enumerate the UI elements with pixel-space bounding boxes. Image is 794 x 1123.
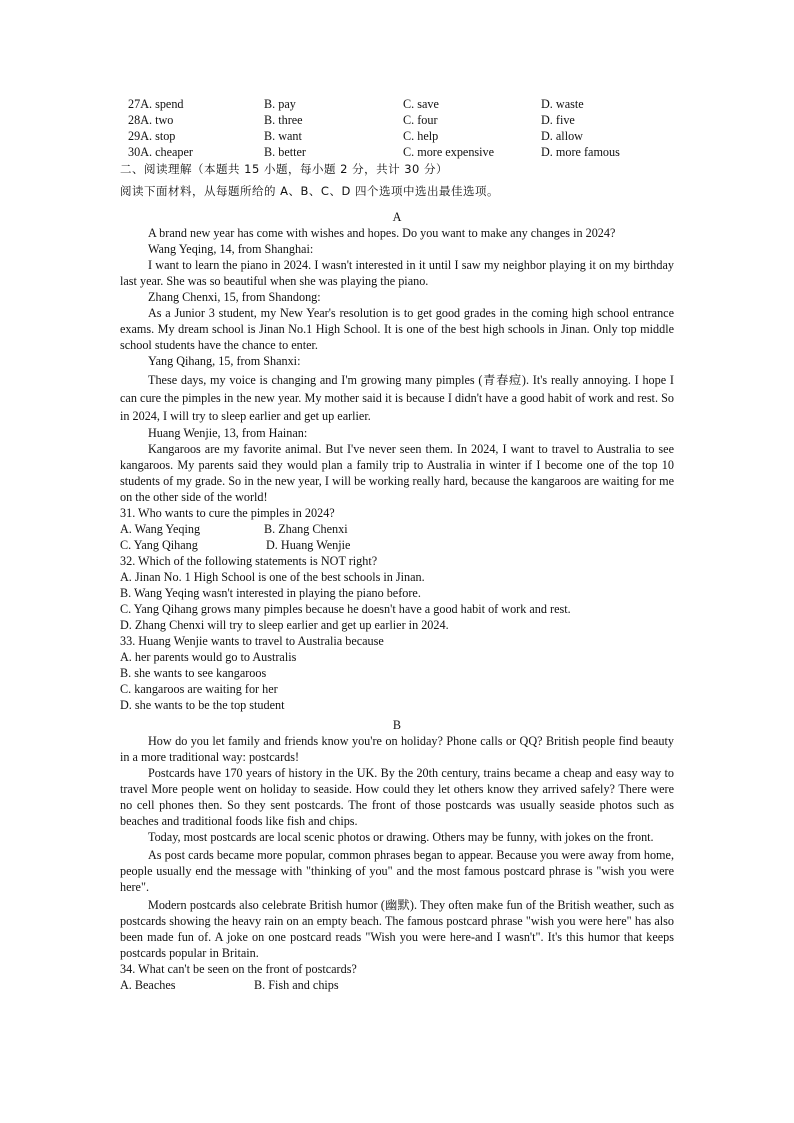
option-d: D. allow [541, 129, 583, 143]
passage-paragraph: Today, most postcards are local scenic photos or drawing. Others may be funny, with jokes on the front. [148, 830, 654, 844]
option-d: D. five [541, 113, 575, 127]
section-heading [120, 160, 674, 200]
option-a: 27A. spend [128, 97, 184, 111]
question-33 [120, 633, 674, 713]
question-stem: 34. What can't be seen on the front of postcards? [120, 962, 357, 976]
choice-a: A. Jinan No. 1 High School is one of the best schools in Jinan. [120, 570, 425, 584]
choice-b: B. she wants to see kangaroos [120, 666, 267, 680]
option-c: C. help [403, 129, 439, 143]
option-a: 29A. stop [128, 129, 176, 143]
choice-row [120, 537, 674, 553]
option-c: C. more expensive [403, 145, 495, 159]
speaker-text: Kangaroos are my favorite animal. But I've never seen them. In 2024, I want to travel to Australia to see kangaroos. My parents said they would plan a family trip to Australia in winter if I become one of the top 10 students of my grade. So in the new year, I will be working really hard, because the kangaroos are waiting for me on the other side of the world! [120, 442, 674, 504]
question-31 [120, 505, 674, 553]
option-c: C. four [403, 113, 438, 127]
option-c: C. save [403, 97, 439, 111]
choice-d: D. Zhang Chenxi will try to sleep earlier and get up earlier in 2024. [120, 618, 449, 632]
choice-c: C. Yang Qihang grows many pimples because he doesn't have a good habit of work and rest. [120, 602, 571, 616]
question-32 [120, 553, 674, 633]
option-b: B. pay [264, 97, 296, 111]
passage-letter: B [392, 718, 402, 732]
passage-letter: A [392, 210, 402, 224]
question-stem: 32. Which of the following statements is NOT right? [120, 554, 378, 568]
question-stem: 33. Huang Wenjie wants to travel to Australia because [120, 634, 384, 648]
option-a: 30A. cheaper [128, 145, 193, 159]
question-stem: 31. Who wants to cure the pimples in 2024? [120, 506, 335, 520]
choice-d: D. Huang Wenjie [266, 538, 351, 552]
passage-paragraph: Postcards have 170 years of history in the UK. By the 20th century, trains became a cheap and easy way to travel More people went on holiday to seaside. How could they let others know they arrived safely? There were no cell phones then. So they sent postcards. The front of those postcards was usually seaside photos such as beaches and traditional foods like fish and chips. [120, 766, 674, 828]
section-title: 二、阅读理解（本题共 15 小题，每小题 2 分，共计 30 分） [120, 162, 449, 176]
speaker-name: Zhang Chenxi, 15, from Shandong: [148, 290, 321, 304]
speaker-text: As a Junior 3 student, my New Year's resolution is to get good grades in the coming high school entrance exams. My dream school is Jinan No.1 High School. It is one of the best high schools in Jinan. Only top middle school students have the chance to enter. [120, 306, 674, 352]
option-d: D. waste [541, 97, 584, 111]
section-instruction: 阅读下面材料，从每题所给的 A、B、C、D 四个选项中选出最佳选项。 [120, 184, 499, 198]
choice-b: B. Wang Yeqing wasn't interested in playing the piano before. [120, 586, 421, 600]
passage-paragraph: Modern postcards also celebrate British humor (幽默). They often make fun of the British weather, such as postcards showing the heavy rain on an empty beach. The famous postcard phrase "wish you were here" has also been made fun of. A joke on one postcard reads "Wish you were here-and I wasn't". It's this humor that keeps postcards popular in Britain. [120, 898, 674, 960]
option-b: B. better [264, 145, 306, 159]
choice-d: D. she wants to be the top student [120, 698, 285, 712]
passage-b [120, 717, 674, 993]
speaker-text: These days, my voice is changing and I'm growing many pimples (青春痘). It's really annoying. I hope I can cure the pimples in the new year. My mother said it is because I didn't have a good habit of work and rest. So in 2024, I will try to sleep earlier and get up earlier. [120, 373, 674, 423]
passage-a [120, 209, 674, 713]
choice-row [120, 977, 674, 993]
option-b: B. three [264, 113, 303, 127]
speaker-name: Wang Yeqing, 14, from Shanghai: [148, 242, 314, 256]
option-b: B. want [264, 129, 302, 143]
passage-paragraph: As post cards became more popular, common phrases began to appear. Because you were away from home, people usually end the message with "thinking of you" and the most famous postcard phrase is "wish you were here". [120, 848, 674, 894]
option-d: D. more famous [541, 145, 620, 159]
choice-a: A. her parents would go to Australis [120, 650, 297, 664]
choice-a: A. Wang Yeqing [120, 522, 201, 536]
passage-intro: A brand new year has come with wishes and hopes. Do you want to make any changes in 2024? [148, 226, 616, 240]
choice-row [120, 521, 674, 537]
speaker-name: Huang Wenjie, 13, from Hainan: [148, 426, 308, 440]
choice-b: B. Fish and chips [254, 978, 339, 992]
choice-b: B. Zhang Chenxi [264, 522, 348, 536]
choice-c: C. Yang Qihang [120, 538, 198, 552]
option-a: 28A. two [128, 113, 174, 127]
choice-a: A. Beaches [120, 978, 176, 992]
question-34 [120, 961, 674, 993]
speaker-text: I want to learn the piano in 2024. I wasn't interested in it until I saw my neighbor playing it on my birthday last year. She was so beautiful when she was playing the piano. [120, 258, 674, 288]
choice-c: C. kangaroos are waiting for her [120, 682, 278, 696]
speaker-name: Yang Qihang, 15, from Shanxi: [148, 354, 301, 368]
passage-paragraph: How do you let family and friends know you're on holiday? Phone calls or QQ? British people find beauty in a more traditional way: postcards! [120, 734, 674, 764]
